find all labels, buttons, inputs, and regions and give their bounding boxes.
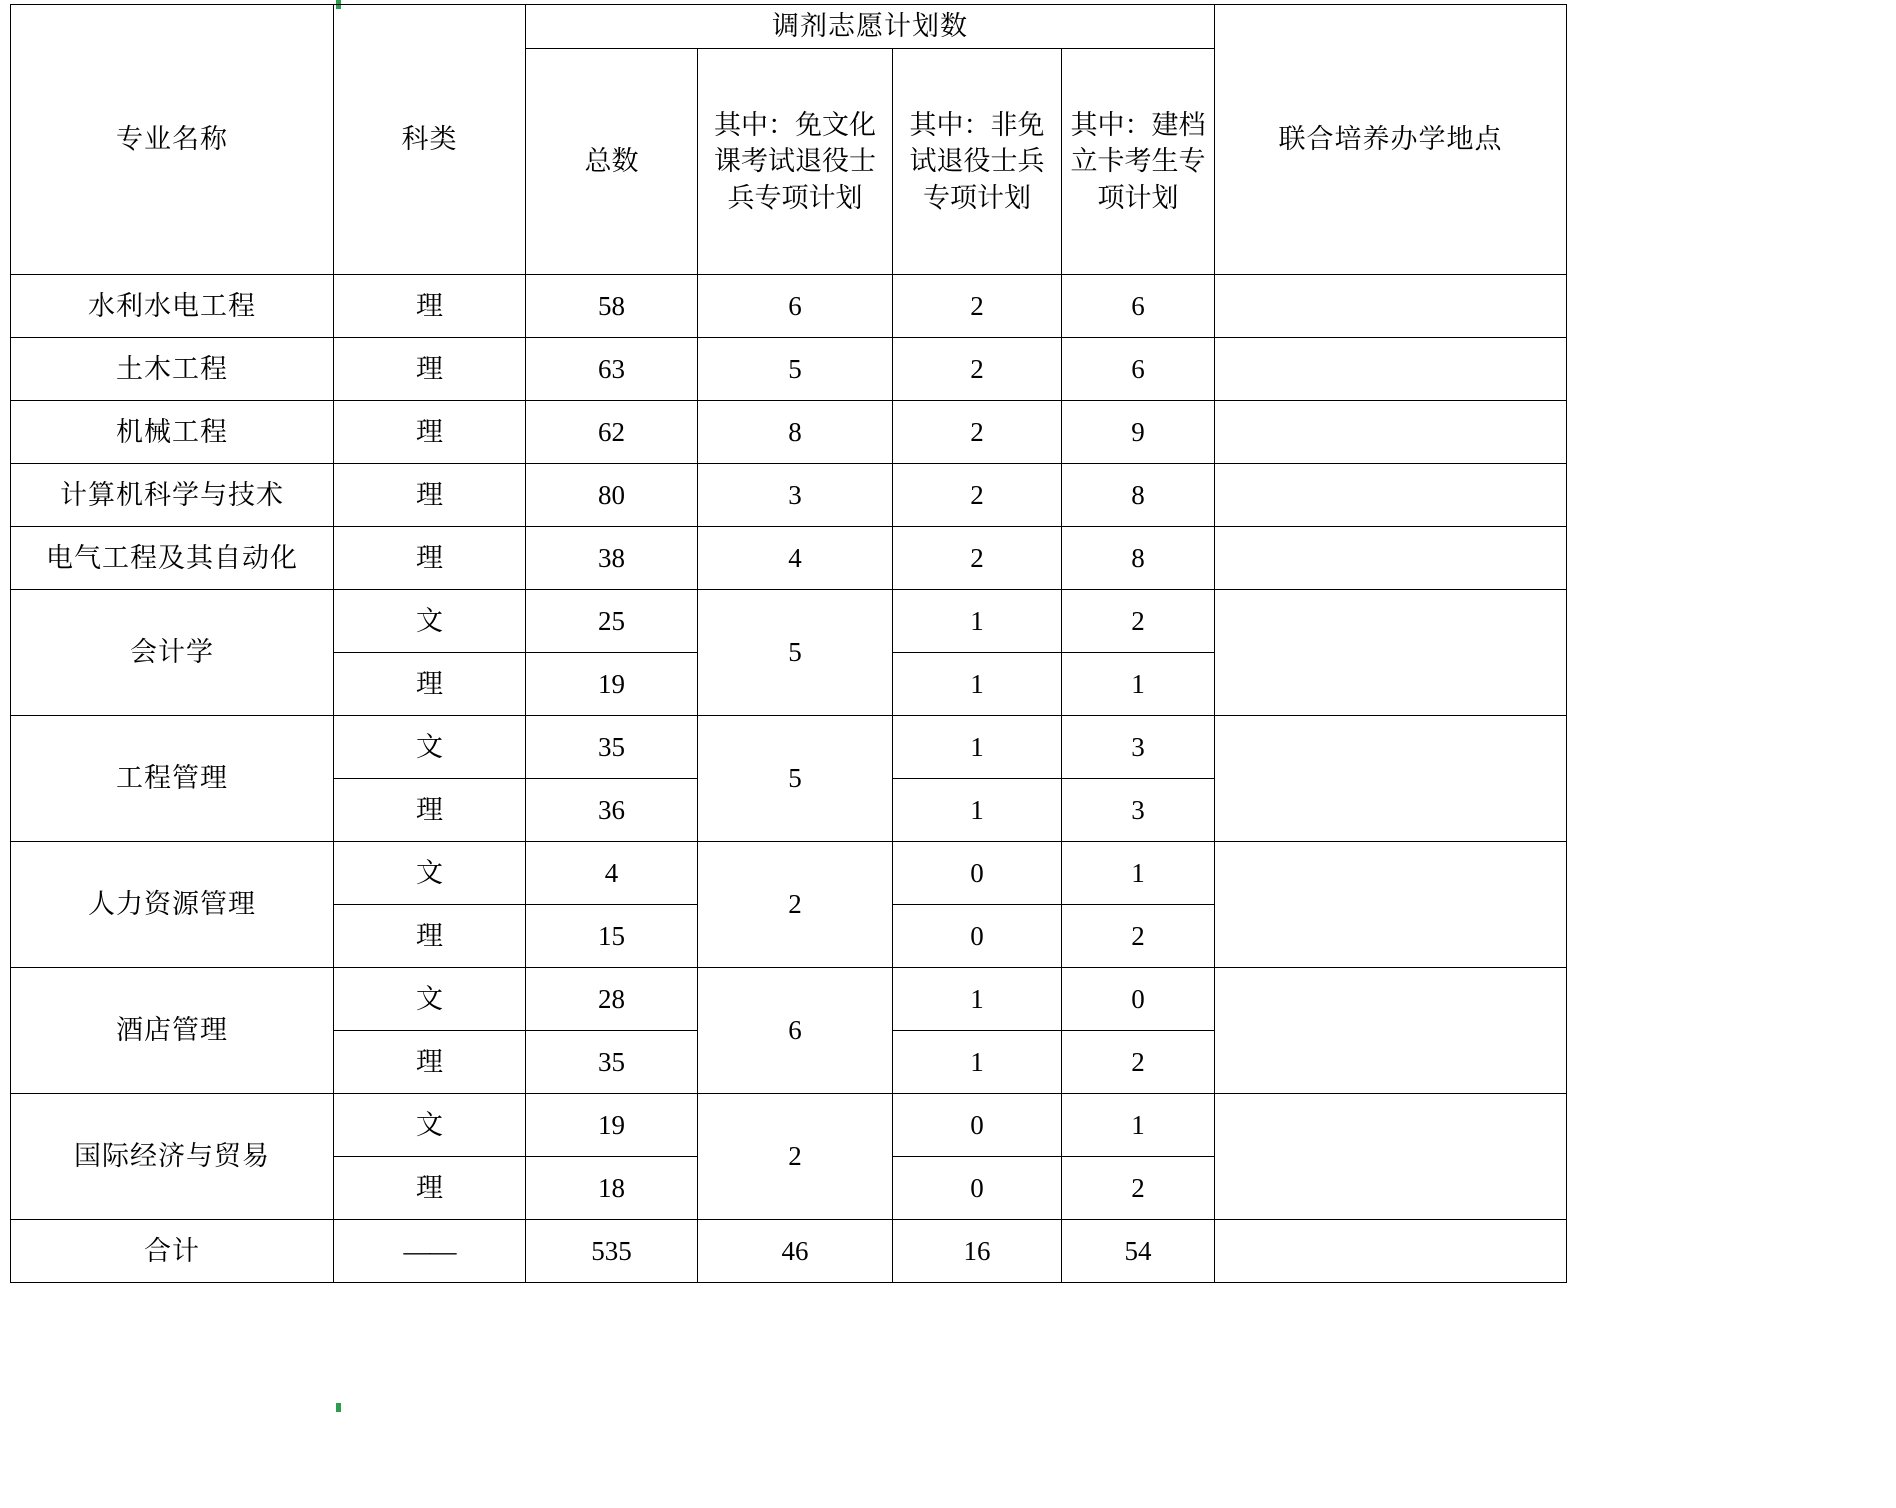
cell-sub1: 5 <box>698 590 893 716</box>
cell-total: 15 <box>526 905 698 968</box>
cell-sub3: 8 <box>1062 464 1215 527</box>
cell-total-sub2: 16 <box>893 1220 1062 1283</box>
cell-major: 人力资源管理 <box>11 842 334 968</box>
table-row <box>11 842 1567 905</box>
cell-total: 58 <box>526 275 698 338</box>
cell-sub2: 0 <box>893 842 1062 905</box>
cell-sub3: 9 <box>1062 401 1215 464</box>
cell-total: 62 <box>526 401 698 464</box>
cell-major: 机械工程 <box>11 401 334 464</box>
table-row <box>11 464 1567 527</box>
cell-category: 文 <box>334 842 526 905</box>
cell-sub2: 1 <box>893 716 1062 779</box>
cell-sub2: 2 <box>893 464 1062 527</box>
cell-major: 酒店管理 <box>11 968 334 1094</box>
cell-place <box>1215 1094 1567 1220</box>
cell-major: 电气工程及其自动化 <box>11 527 334 590</box>
cell-place <box>1215 716 1567 842</box>
table-header-group-row <box>11 5 1567 49</box>
cell-sub2: 2 <box>893 338 1062 401</box>
cell-sub2: 1 <box>893 1031 1062 1094</box>
header-sub-non-exempt: 其中：非免试退役士兵专项计划 <box>893 49 1062 275</box>
cell-sub3: 1 <box>1062 653 1215 716</box>
table-row <box>11 527 1567 590</box>
cell-category: 理 <box>334 779 526 842</box>
cell-place <box>1215 464 1567 527</box>
table-row <box>11 1094 1567 1157</box>
cell-place <box>1215 275 1567 338</box>
table-row <box>11 401 1567 464</box>
cell-total-total: 535 <box>526 1220 698 1283</box>
table-row <box>11 275 1567 338</box>
cell-category: 理 <box>334 527 526 590</box>
cell-sub2: 0 <box>893 905 1062 968</box>
table-total-row <box>11 1220 1567 1283</box>
header-category: 科类 <box>334 5 526 275</box>
cell-sub2: 2 <box>893 275 1062 338</box>
cell-place <box>1215 401 1567 464</box>
cell-sub2: 1 <box>893 968 1062 1031</box>
cell-sub1: 5 <box>698 338 893 401</box>
cell-sub3: 0 <box>1062 968 1215 1031</box>
table-row <box>11 968 1567 1031</box>
cell-total: 4 <box>526 842 698 905</box>
cell-total: 35 <box>526 1031 698 1094</box>
cell-place <box>1215 590 1567 716</box>
header-major: 专业名称 <box>11 5 334 275</box>
cell-total: 63 <box>526 338 698 401</box>
cell-sub2: 1 <box>893 653 1062 716</box>
cell-place <box>1215 527 1567 590</box>
cell-sub3: 2 <box>1062 905 1215 968</box>
cell-category: 文 <box>334 1094 526 1157</box>
cell-major: 水利水电工程 <box>11 275 334 338</box>
cell-category: 理 <box>334 275 526 338</box>
cell-place <box>1215 842 1567 968</box>
cell-major: 工程管理 <box>11 716 334 842</box>
cell-category: 文 <box>334 590 526 653</box>
cell-total: 28 <box>526 968 698 1031</box>
cell-sub2: 0 <box>893 1157 1062 1220</box>
cell-total: 35 <box>526 716 698 779</box>
header-sub-exempt-culture: 其中：免文化课考试退役士兵专项计划 <box>698 49 893 275</box>
header-sub-filed-card: 其中：建档立卡考生专项计划 <box>1062 49 1215 275</box>
cell-sub3: 1 <box>1062 1094 1215 1157</box>
cell-sub3: 6 <box>1062 275 1215 338</box>
cell-category: 文 <box>334 968 526 1031</box>
cell-sub1: 2 <box>698 842 893 968</box>
cell-place <box>1215 338 1567 401</box>
enrollment-plan-table <box>10 4 1567 1283</box>
cell-sub3: 6 <box>1062 338 1215 401</box>
cell-total-label: 合计 <box>11 1220 334 1283</box>
edit-marker-bottom <box>336 1403 341 1412</box>
cell-sub1: 5 <box>698 716 893 842</box>
cell-total: 18 <box>526 1157 698 1220</box>
cell-total-category: —— <box>334 1220 526 1283</box>
cell-total: 38 <box>526 527 698 590</box>
cell-total-sub1: 46 <box>698 1220 893 1283</box>
cell-sub2: 2 <box>893 401 1062 464</box>
table-row <box>11 338 1567 401</box>
cell-category: 理 <box>334 905 526 968</box>
cell-sub3: 2 <box>1062 1031 1215 1094</box>
cell-total-sub3: 54 <box>1062 1220 1215 1283</box>
cell-major: 土木工程 <box>11 338 334 401</box>
cell-total: 36 <box>526 779 698 842</box>
cell-major: 会计学 <box>11 590 334 716</box>
cell-sub3: 2 <box>1062 590 1215 653</box>
cell-sub3: 8 <box>1062 527 1215 590</box>
cell-total: 80 <box>526 464 698 527</box>
cell-sub3: 3 <box>1062 716 1215 779</box>
cell-major: 国际经济与贸易 <box>11 1094 334 1220</box>
header-place: 联合培养办学地点 <box>1215 5 1567 275</box>
cell-category: 理 <box>334 1157 526 1220</box>
cell-major: 计算机科学与技术 <box>11 464 334 527</box>
cell-sub1: 2 <box>698 1094 893 1220</box>
header-group-plan: 调剂志愿计划数 <box>526 5 1215 49</box>
cell-sub2: 1 <box>893 779 1062 842</box>
cell-sub1: 6 <box>698 968 893 1094</box>
cell-sub3: 2 <box>1062 1157 1215 1220</box>
cell-sub2: 1 <box>893 590 1062 653</box>
cell-total: 19 <box>526 653 698 716</box>
cell-sub1: 4 <box>698 527 893 590</box>
table-row <box>11 716 1567 779</box>
cell-total-place <box>1215 1220 1567 1283</box>
cell-total: 19 <box>526 1094 698 1157</box>
cell-sub3: 3 <box>1062 779 1215 842</box>
cell-category: 文 <box>334 716 526 779</box>
cell-sub2: 2 <box>893 527 1062 590</box>
cell-category: 理 <box>334 338 526 401</box>
cell-sub1: 3 <box>698 464 893 527</box>
table-row <box>11 590 1567 653</box>
cell-sub2: 0 <box>893 1094 1062 1157</box>
cell-sub3: 1 <box>1062 842 1215 905</box>
cell-category: 理 <box>334 1031 526 1094</box>
cell-category: 理 <box>334 653 526 716</box>
cell-category: 理 <box>334 401 526 464</box>
cell-sub1: 6 <box>698 275 893 338</box>
cell-category: 理 <box>334 464 526 527</box>
cell-sub1: 8 <box>698 401 893 464</box>
cell-total: 25 <box>526 590 698 653</box>
header-total: 总数 <box>526 49 698 275</box>
cell-place <box>1215 968 1567 1094</box>
